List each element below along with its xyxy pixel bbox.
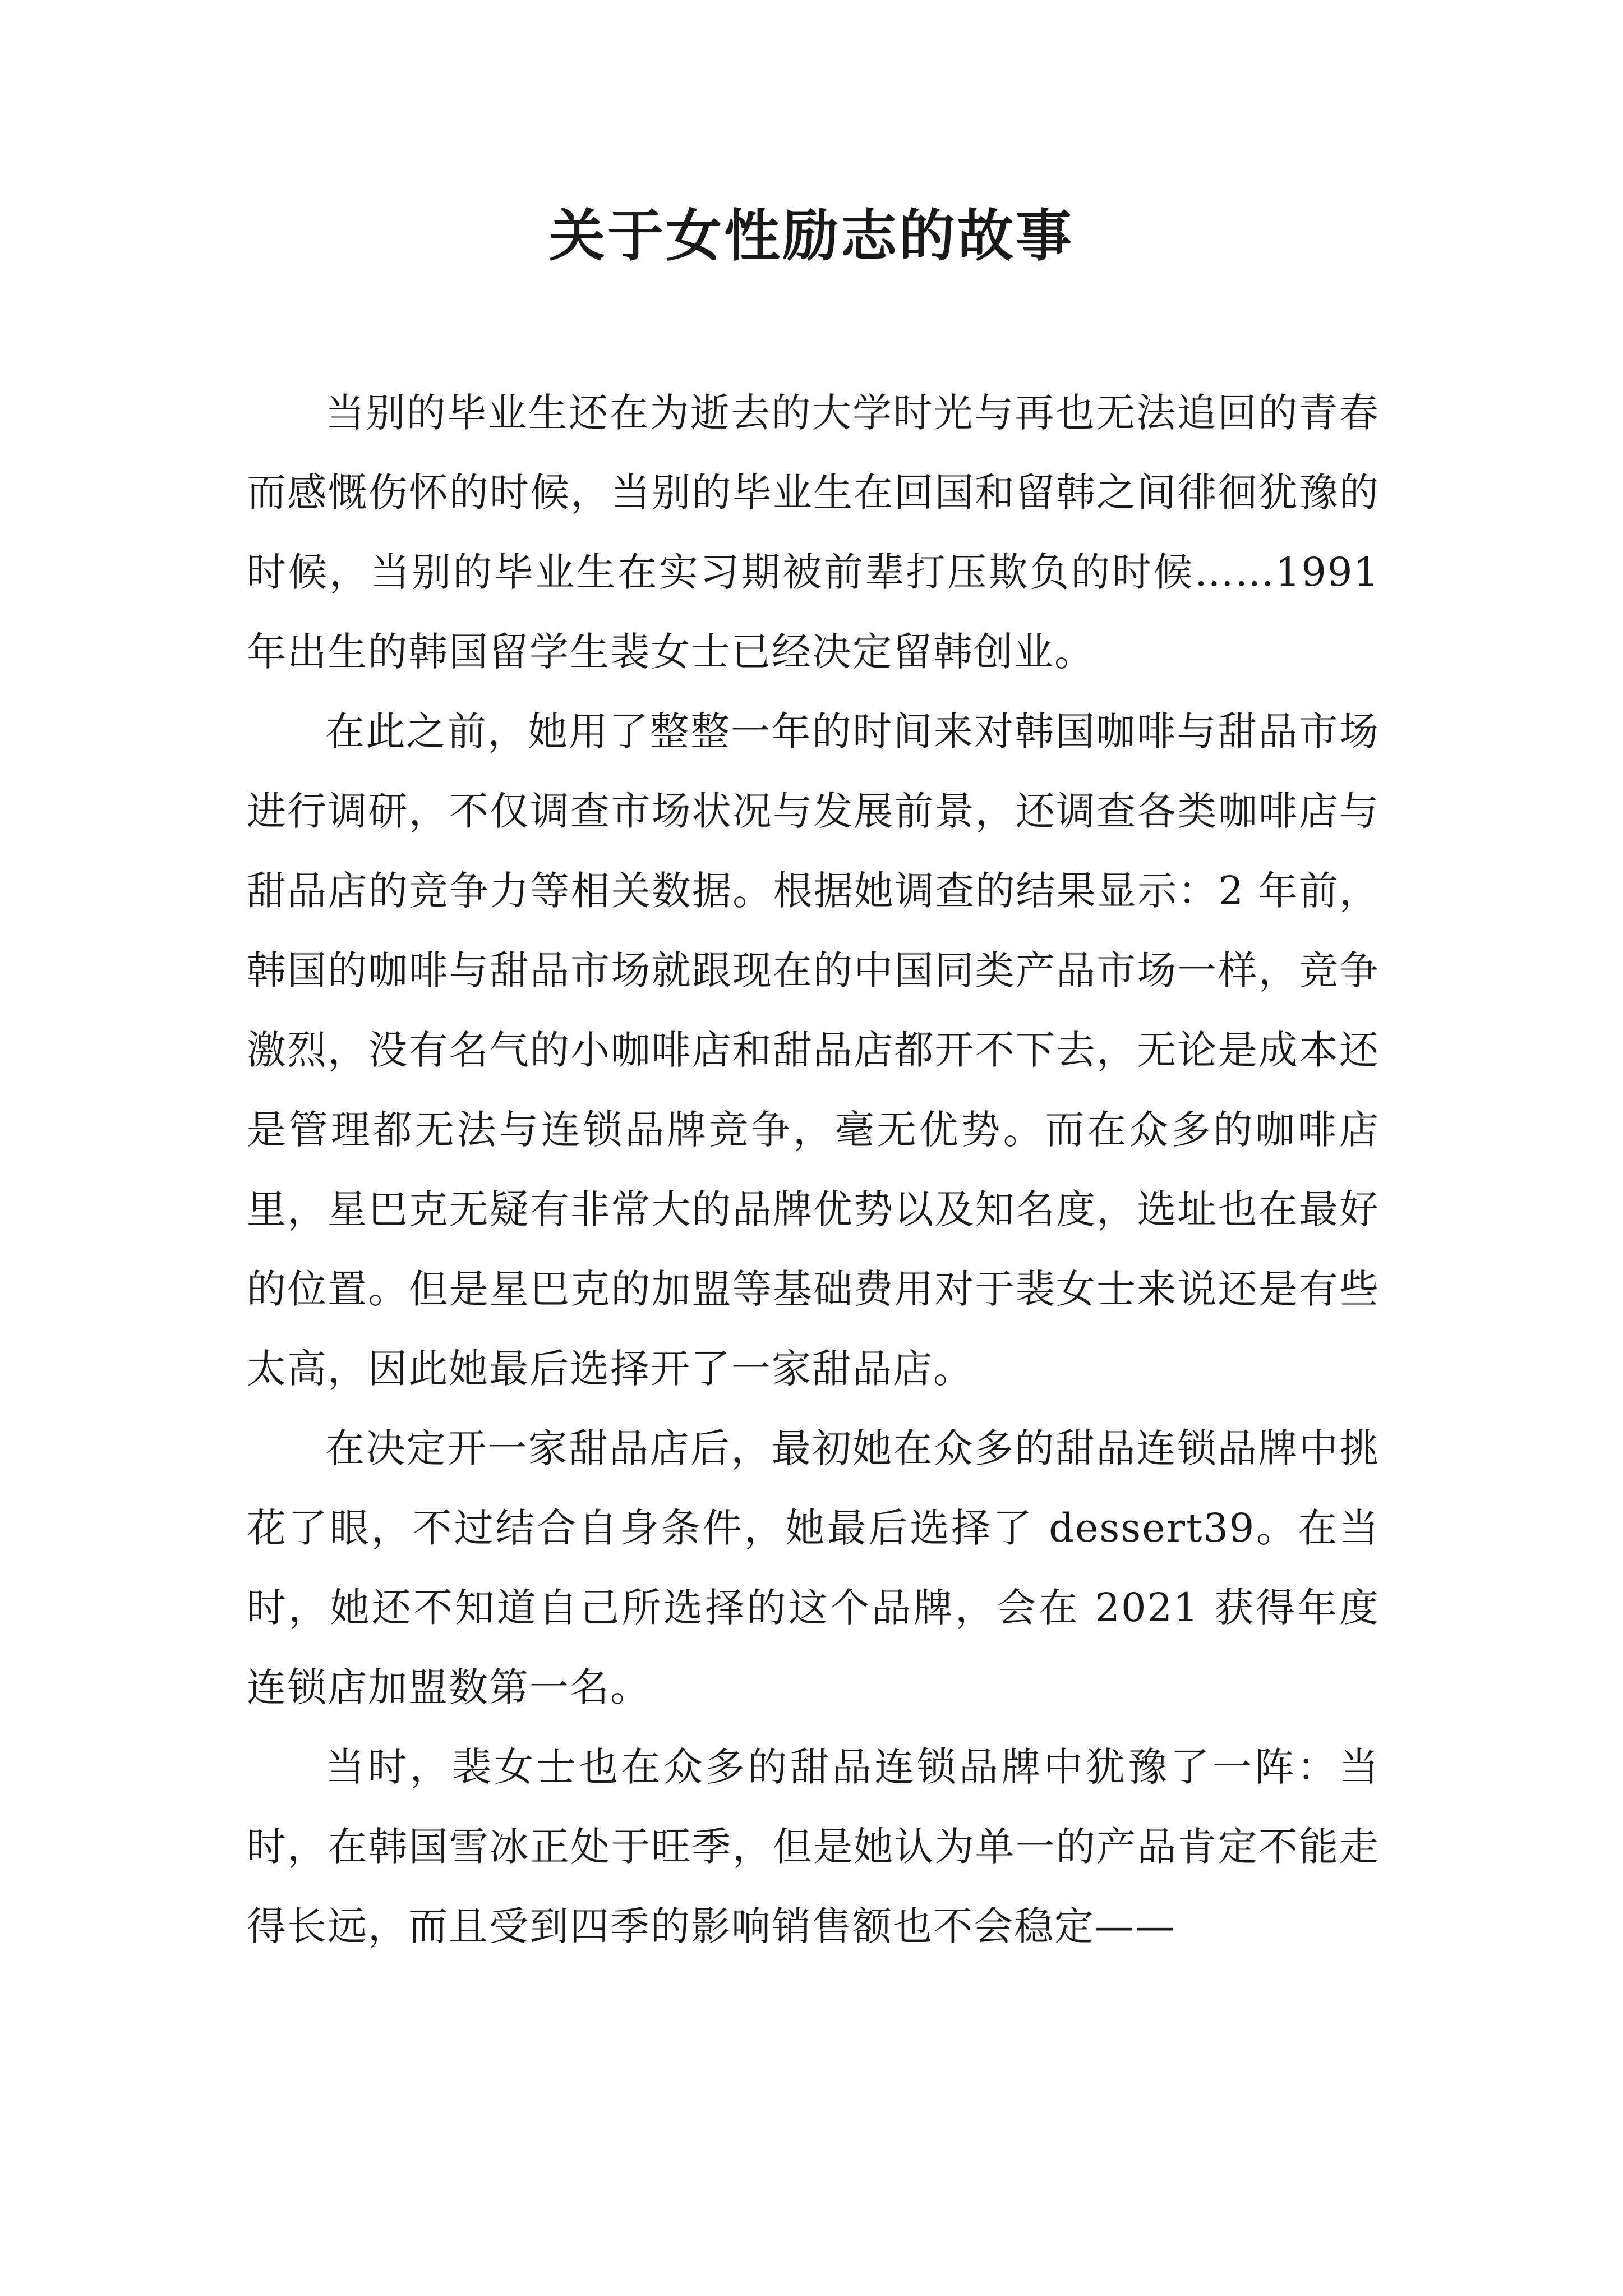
- document-body: [247, 373, 1380, 1966]
- paragraph-2: 在此之前，她用了整整一年的时间来对韩国咖啡与甜品市场进行调研，不仅调查市场状况与发展前景，还调查各类咖啡店与甜品店的竞争力等相关数据。根据她调查的结果显示：2 年前，韩国的咖啡与甜品市场就跟现在的中国同类产品市场一样，竞争激烈，没有名气的小咖啡店和甜品店都开不下去，无论是成本还是管理都无法与连锁品牌竞争，毫无优势。而在众多的咖啡店里，星巴克无疑有非常大的品牌优势以及知名度，选址也在最好的位置。但是星巴克的加盟等基础费用对于裴女士来说还是有些太高，因此她最后选择开了一家甜品店。: [247, 708, 1380, 1392]
- paragraph-4: 当时，裴女士也在众多的甜品连锁品牌中犹豫了一阵：当时，在韩国雪冰正处于旺季，但是她认为单一的产品肯定不能走得长远，而且受到四季的影响销售额也不会稳定——: [247, 1744, 1380, 1949]
- paragraph-1: 当别的毕业生还在为逝去的大学时光与再也无法追回的青春而感慨伤怀的时候，当别的毕业生在回国和留韩之间徘徊犹豫的时候，当别的毕业生在实习期被前辈打压欺负的时候……1991 年出生的韩国留学生裴女士已经决定留韩创业。: [247, 390, 1380, 675]
- paragraph-3: 在决定开一家甜品店后，最初她在众多的甜品连锁品牌中挑花了眼，不过结合自身条件，她最后选择了 dessert39。在当时，她还不知道自己所选择的这个品牌，会在 2021 获得年度连锁店加盟数第一名。: [247, 1425, 1380, 1710]
- document-title: 关于女性励志的故事: [549, 203, 1074, 269]
